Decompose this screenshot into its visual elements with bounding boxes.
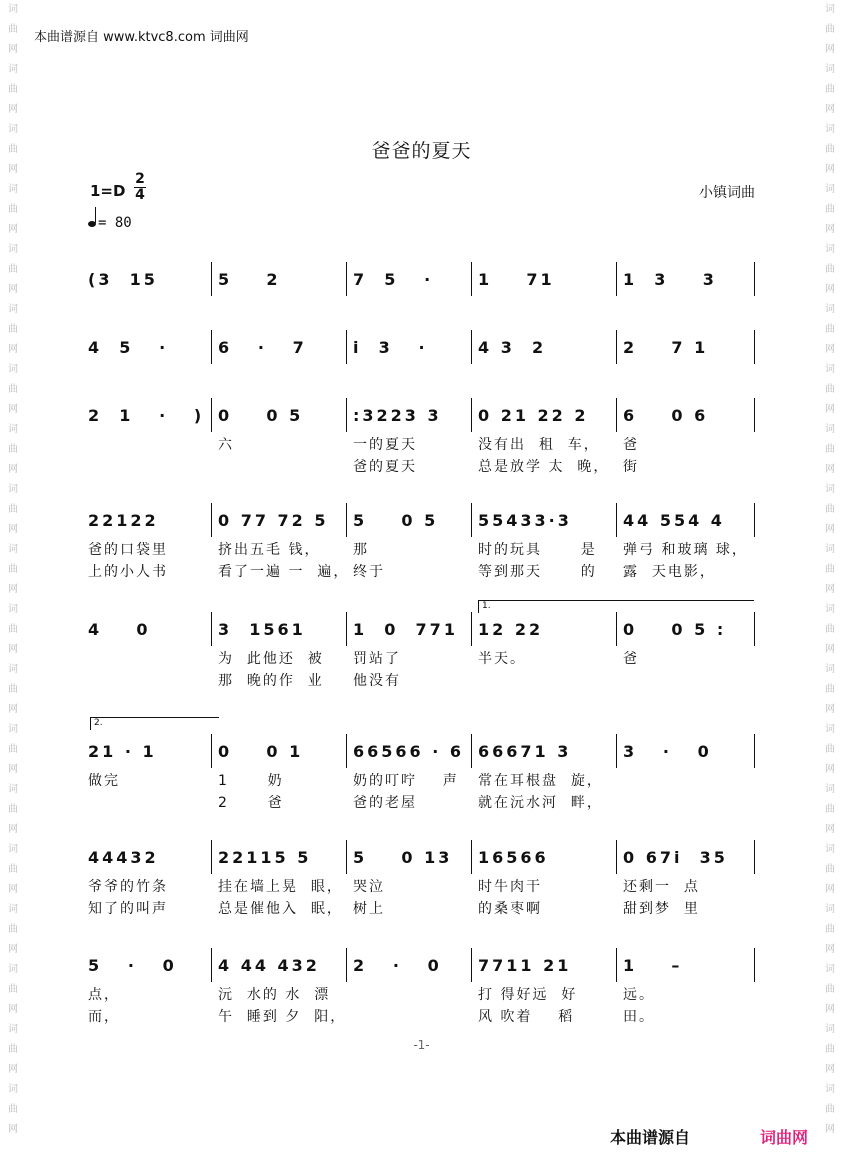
time-top: 2 xyxy=(135,171,145,187)
measure-notes: 4 5 · xyxy=(88,338,169,357)
watermark-char: 网 xyxy=(8,884,18,895)
watermark-char: 网 xyxy=(825,1064,835,1075)
measure-notes: 2 · 0 xyxy=(353,956,442,975)
lyric-lyrics1: 奶的叮咛 声 xyxy=(353,773,459,789)
watermark-char: 网 xyxy=(825,164,835,175)
measure-notes: 4 44 432 xyxy=(218,956,320,975)
watermark-char: 词 xyxy=(825,904,835,915)
watermark-char: 曲 xyxy=(8,564,18,575)
measure-notes: 0 0 5 xyxy=(218,406,304,425)
barline xyxy=(754,840,755,874)
lyric-lyrics1: 爸 xyxy=(623,437,639,453)
lyric-lyrics2: 知了的叫声 xyxy=(88,901,168,917)
tempo-marking xyxy=(88,215,132,231)
lyric-lyrics1: 还剩一 点 xyxy=(623,879,700,895)
watermark-char: 曲 xyxy=(825,924,835,935)
watermark-char: 网 xyxy=(825,884,835,895)
watermark-char: 网 xyxy=(8,344,18,355)
barline xyxy=(471,262,472,296)
lyric-lyrics1: 半天。 xyxy=(478,651,526,667)
measure-notes: 5 0 5 xyxy=(353,511,439,530)
watermark-char: 网 xyxy=(8,44,18,55)
watermark-char: 词 xyxy=(825,484,835,495)
watermark-char: 词 xyxy=(825,844,835,855)
watermark-char: 词 xyxy=(8,184,18,195)
watermark-char: 词 xyxy=(825,1084,835,1095)
lyric-lyrics2: 2 爸 xyxy=(218,795,284,811)
measure-notes: 21 · 1 xyxy=(88,742,157,761)
barline xyxy=(211,840,212,874)
lyric-lyrics2: 总是放学 太 晚， xyxy=(478,459,610,475)
watermark-char: 词 xyxy=(8,604,18,615)
lyric-lyrics2: 街 xyxy=(623,459,639,475)
lyric-lyrics1: 没有出 租 车， xyxy=(478,437,600,453)
staff-line xyxy=(84,330,754,364)
watermark-char: 网 xyxy=(8,404,18,415)
measure-notes: 3 · 0 xyxy=(623,742,712,761)
watermark-char: 词 xyxy=(8,724,18,735)
lyric-lyrics1: 点， xyxy=(88,987,120,1003)
measure-notes: (3 15 xyxy=(88,270,158,289)
barline xyxy=(211,612,212,646)
watermark-char: 曲 xyxy=(825,564,835,575)
watermark-char: 曲 xyxy=(825,744,835,755)
measure-notes: :3223 3 xyxy=(353,406,442,425)
watermark-char: 曲 xyxy=(8,624,18,635)
lyric-lyrics1: 哭泣 xyxy=(353,879,385,895)
watermark-char: 曲 xyxy=(825,1044,835,1055)
measure-notes: 3 1561 xyxy=(218,620,306,639)
watermark-char: 网 xyxy=(8,584,18,595)
watermark-char: 词 xyxy=(8,1024,18,1035)
watermark-char: 网 xyxy=(8,224,18,235)
barline xyxy=(346,262,347,296)
page-number: -1- xyxy=(413,1038,430,1052)
lyric-lyrics2: 他没有 xyxy=(353,673,401,689)
barline xyxy=(754,503,755,537)
watermark-char: 曲 xyxy=(825,204,835,215)
watermark-char: 曲 xyxy=(8,324,18,335)
staff-line xyxy=(84,398,754,432)
lyric-lyrics2: 爸的老屋 xyxy=(353,795,417,811)
measure-notes: 44 554 4 xyxy=(623,511,725,530)
staff-line xyxy=(84,948,754,982)
watermark-char: 网 xyxy=(825,584,835,595)
measure-notes: 44432 xyxy=(88,848,159,867)
lyric-lyrics1: 常在耳根盘 旋， xyxy=(478,773,603,789)
barline xyxy=(616,330,617,364)
lyric-lyrics1: 一的夏天 xyxy=(353,437,417,453)
lyric-lyrics1: 六 xyxy=(218,437,234,453)
barline xyxy=(754,948,755,982)
lyric-lyrics2: 那 晚的作 业 xyxy=(218,673,324,689)
lyric-lyrics1: 爸的口袋里 xyxy=(88,542,168,558)
lyric-lyrics2: 树上 xyxy=(353,901,385,917)
watermark-char: 网 xyxy=(825,1004,835,1015)
watermark-char: 网 xyxy=(825,704,835,715)
staff-line xyxy=(84,262,754,296)
barline xyxy=(211,262,212,296)
lyric-lyrics2: 总是催他入 眠， xyxy=(218,901,343,917)
measure-notes: 22115 5 xyxy=(218,848,312,867)
measure-notes: 7711 21 xyxy=(478,956,572,975)
barline xyxy=(471,330,472,364)
volta-first: 1. xyxy=(478,600,754,613)
staff-line xyxy=(84,840,754,874)
song-title: 爸爸的夏天 xyxy=(371,140,472,162)
barline xyxy=(754,734,755,768)
watermark-char: 词 xyxy=(825,544,835,555)
watermark-char: 词 xyxy=(825,604,835,615)
watermark-char: 曲 xyxy=(8,384,18,395)
measure-notes: 5 0 13 xyxy=(353,848,453,867)
watermark-char: 曲 xyxy=(8,84,18,95)
watermark-char: 曲 xyxy=(825,384,835,395)
measure-notes: 1 0 771 xyxy=(353,620,458,639)
watermark-char: 网 xyxy=(825,944,835,955)
watermark-char: 词 xyxy=(825,364,835,375)
barline xyxy=(754,330,755,364)
lyric-lyrics2: 午 睡到 夕 阳， xyxy=(218,1009,347,1025)
barline xyxy=(754,612,755,646)
measure-notes: 16566 xyxy=(478,848,549,867)
watermark-char: 网 xyxy=(825,764,835,775)
watermark-char: 曲 xyxy=(8,24,18,35)
watermark-char: 词 xyxy=(8,844,18,855)
measure-notes: 7 5 · xyxy=(353,270,434,289)
watermark-char: 词 xyxy=(825,964,835,975)
lyric-lyrics1: 挂在墙上晃 眼， xyxy=(218,879,343,895)
watermark-char: 词 xyxy=(8,964,18,975)
watermark-char: 网 xyxy=(825,1124,835,1135)
measure-notes: i 3 · xyxy=(353,338,428,357)
watermark-char: 曲 xyxy=(825,684,835,695)
watermark-char: 网 xyxy=(8,1004,18,1015)
header-source: 本曲谱源自 www.ktvc8.com 词曲网 xyxy=(34,30,249,45)
barline xyxy=(346,398,347,432)
lyric-lyrics2: 田。 xyxy=(623,1009,655,1025)
key-signature: 1=D xyxy=(90,182,126,200)
measure-notes: 0 77 72 5 xyxy=(218,511,329,530)
measure-notes: 0 21 22 2 xyxy=(478,406,589,425)
barline xyxy=(211,330,212,364)
lyric-lyrics1: 时的玩具 是 xyxy=(478,542,597,558)
watermark-char: 网 xyxy=(825,44,835,55)
watermark-char: 词 xyxy=(8,64,18,75)
watermark-char: 网 xyxy=(8,164,18,175)
quarter-note-icon xyxy=(88,221,96,227)
watermark-char: 词 xyxy=(825,784,835,795)
watermark-char: 词 xyxy=(825,304,835,315)
lyric-lyrics1: 1 奶 xyxy=(218,773,284,789)
barline xyxy=(346,330,347,364)
watermark-char: 网 xyxy=(825,284,835,295)
barline xyxy=(346,503,347,537)
lyric-lyrics2: 就在沅水河 畔， xyxy=(478,795,603,811)
watermark-char: 网 xyxy=(8,524,18,535)
lyric-lyrics2: 甜到梦 里 xyxy=(623,901,700,917)
watermark-char: 曲 xyxy=(825,144,835,155)
measure-notes: 2 7 1 xyxy=(623,338,709,357)
watermark-char: 词 xyxy=(8,4,18,15)
barline xyxy=(616,262,617,296)
watermark-char: 网 xyxy=(8,764,18,775)
footer-source: 本曲谱源自 xyxy=(610,1128,691,1147)
watermark-char: 词 xyxy=(825,124,835,135)
barline xyxy=(471,734,472,768)
watermark-char: 词 xyxy=(825,424,835,435)
watermark-char: 词 xyxy=(8,1084,18,1095)
measure-notes: 1 71 xyxy=(478,270,555,289)
measure-notes: 4 0 xyxy=(88,620,151,639)
watermark-char: 曲 xyxy=(8,504,18,515)
lyric-lyrics1: 弹弓 和玻璃 球， xyxy=(623,542,748,558)
watermark-char: 曲 xyxy=(8,204,18,215)
watermark-char: 曲 xyxy=(825,504,835,515)
watermark-char: 网 xyxy=(825,464,835,475)
measure-notes: 5 · 0 xyxy=(88,956,177,975)
lyric-lyrics1: 时牛肉干 xyxy=(478,879,542,895)
lyric-lyrics1: 罚站了 xyxy=(353,651,401,667)
watermark-char: 网 xyxy=(8,704,18,715)
barline xyxy=(616,398,617,432)
lyric-lyrics2: 风 吹着 稻 xyxy=(478,1009,575,1025)
barline xyxy=(471,948,472,982)
watermark-char: 网 xyxy=(825,104,835,115)
watermark-char: 曲 xyxy=(8,1104,18,1115)
watermark-char: 词 xyxy=(8,304,18,315)
watermark-char: 曲 xyxy=(8,144,18,155)
watermark-char: 网 xyxy=(8,644,18,655)
barline xyxy=(616,503,617,537)
watermark-char: 词 xyxy=(825,1024,835,1035)
barline xyxy=(471,503,472,537)
watermark-char: 词 xyxy=(8,124,18,135)
measure-notes: 66671 3 xyxy=(478,742,572,761)
lyric-lyrics1: 那 xyxy=(353,542,369,558)
time-signature xyxy=(134,172,146,203)
watermark-char: 曲 xyxy=(825,1104,835,1115)
lyric-lyrics2: 看了一遍 一 遍， xyxy=(218,564,350,580)
watermark-char: 词 xyxy=(825,244,835,255)
watermark-char: 网 xyxy=(825,404,835,415)
barline xyxy=(754,262,755,296)
watermark-char: 词 xyxy=(8,364,18,375)
lyric-lyrics2: 爸的夏天 xyxy=(353,459,417,475)
measure-notes: 22122 xyxy=(88,511,159,530)
composer: 小镇词曲 xyxy=(699,185,755,201)
barline xyxy=(211,503,212,537)
barline xyxy=(471,398,472,432)
watermark-char: 曲 xyxy=(8,264,18,275)
barline xyxy=(471,840,472,874)
measure-notes: 0 67i 35 xyxy=(623,848,728,867)
barline xyxy=(211,734,212,768)
watermark-char: 网 xyxy=(8,1064,18,1075)
lyric-lyrics2: 终于 xyxy=(353,564,385,580)
lyric-lyrics1: 打 得好远 好 xyxy=(478,987,578,1003)
staff-line xyxy=(84,503,754,537)
watermark-char: 曲 xyxy=(8,744,18,755)
watermark-char: 网 xyxy=(8,824,18,835)
watermark-char: 曲 xyxy=(825,264,835,275)
watermark-char: 词 xyxy=(8,904,18,915)
barline xyxy=(616,948,617,982)
lyric-lyrics2: 而， xyxy=(88,1009,120,1025)
staff-line xyxy=(84,612,754,646)
barline xyxy=(616,840,617,874)
watermark-char: 曲 xyxy=(825,984,835,995)
watermark-char: 曲 xyxy=(8,924,18,935)
right-watermark xyxy=(821,0,839,1172)
watermark-char: 词 xyxy=(825,664,835,675)
watermark-char: 网 xyxy=(8,104,18,115)
measure-notes: 5 2 xyxy=(218,270,281,289)
watermark-char: 网 xyxy=(8,944,18,955)
watermark-char: 词 xyxy=(8,544,18,555)
watermark-char: 网 xyxy=(8,284,18,295)
watermark-char: 曲 xyxy=(825,24,835,35)
lyric-lyrics1: 挤出五毛 钱， xyxy=(218,542,321,558)
barline xyxy=(346,840,347,874)
measure-notes: 55433·3 xyxy=(478,511,572,530)
footer-site: 词曲网 xyxy=(760,1128,809,1147)
measure-notes: 4 3 2 xyxy=(478,338,547,357)
measure-notes: 0 0 1 xyxy=(218,742,304,761)
watermark-char: 曲 xyxy=(8,444,18,455)
barline xyxy=(346,612,347,646)
lyric-lyrics2: 等到那天 的 xyxy=(478,564,597,580)
lyric-lyrics1: 爸 xyxy=(623,651,639,667)
watermark-char: 曲 xyxy=(825,84,835,95)
measure-notes: 2 1 · ) xyxy=(88,406,205,425)
measure-notes: 1 – xyxy=(623,956,683,975)
watermark-char: 曲 xyxy=(8,984,18,995)
tempo-value: = 80 xyxy=(98,215,132,231)
measure-notes: 6 0 6 xyxy=(623,406,709,425)
watermark-char: 网 xyxy=(8,1124,18,1135)
lyric-lyrics1: 远。 xyxy=(623,987,655,1003)
watermark-char: 曲 xyxy=(8,804,18,815)
watermark-char: 曲 xyxy=(825,324,835,335)
watermark-char: 网 xyxy=(825,644,835,655)
watermark-char: 曲 xyxy=(825,444,835,455)
barline xyxy=(471,612,472,646)
watermark-char: 曲 xyxy=(8,1044,18,1055)
watermark-char: 词 xyxy=(825,184,835,195)
watermark-char: 曲 xyxy=(8,684,18,695)
lyric-lyrics1: 爷爷的竹条 xyxy=(88,879,168,895)
watermark-char: 词 xyxy=(8,664,18,675)
lyric-lyrics1: 做完 xyxy=(88,773,120,789)
watermark-char: 词 xyxy=(8,484,18,495)
measure-notes: 12 22 xyxy=(478,620,544,639)
barline xyxy=(346,948,347,982)
watermark-char: 词 xyxy=(8,424,18,435)
watermark-char: 网 xyxy=(825,524,835,535)
left-watermark xyxy=(4,0,22,1172)
watermark-char: 网 xyxy=(825,344,835,355)
lyric-lyrics1: 沅 水的 水 漂 xyxy=(218,987,331,1003)
watermark-char: 曲 xyxy=(825,804,835,815)
watermark-char: 词 xyxy=(825,724,835,735)
watermark-char: 曲 xyxy=(825,864,835,875)
volta-second: 2. xyxy=(90,717,219,730)
watermark-char: 网 xyxy=(8,464,18,475)
staff-line xyxy=(84,734,754,768)
watermark-char: 词 xyxy=(8,784,18,795)
lyric-lyrics1: 为 此他还 被 xyxy=(218,651,324,667)
watermark-char: 曲 xyxy=(8,864,18,875)
measure-notes: 66566 · 6 xyxy=(353,742,465,761)
lyric-lyrics2: 上的小人书 xyxy=(88,564,168,580)
measure-notes: 0 0 5 : xyxy=(623,620,727,639)
barline xyxy=(754,398,755,432)
measure-notes: 1 3 3 xyxy=(623,270,717,289)
barline xyxy=(211,948,212,982)
watermark-char: 词 xyxy=(825,64,835,75)
lyric-lyrics2: 露 天电影， xyxy=(623,564,716,580)
lyric-lyrics2: 的桑枣啊 xyxy=(478,901,542,917)
measure-notes: 6 · 7 xyxy=(218,338,307,357)
watermark-char: 网 xyxy=(825,224,835,235)
barline xyxy=(616,734,617,768)
barline xyxy=(616,612,617,646)
barline xyxy=(346,734,347,768)
barline xyxy=(211,398,212,432)
watermark-char: 词 xyxy=(825,4,835,15)
watermark-char: 曲 xyxy=(825,624,835,635)
watermark-char: 词 xyxy=(8,244,18,255)
watermark-char: 网 xyxy=(825,824,835,835)
time-bottom: 4 xyxy=(135,187,145,203)
